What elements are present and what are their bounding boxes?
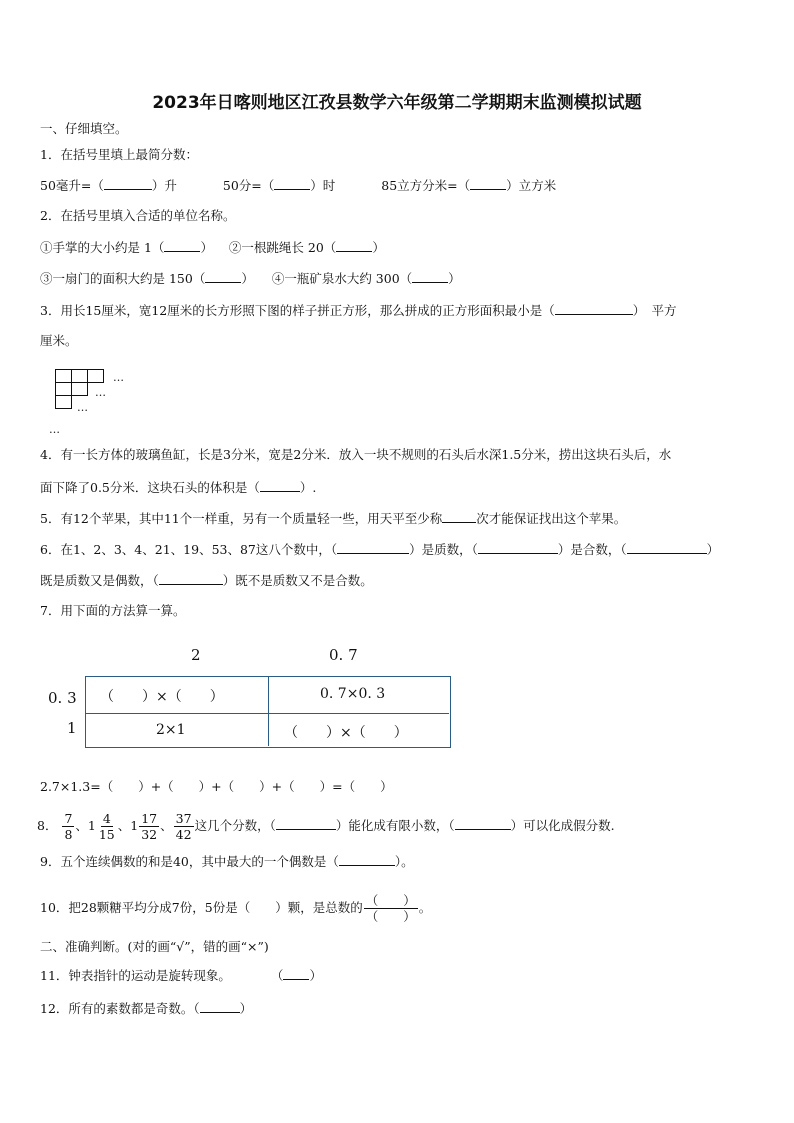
q7-cell-2-1: 2×1 — [156, 722, 186, 738]
q12-blank[interactable] — [200, 1000, 240, 1013]
q8-text1: 这几个分数，（ — [194, 818, 276, 833]
tile — [55, 395, 72, 409]
q12-pre: 12．所有的素数都是奇数。（ — [40, 1001, 200, 1016]
q3-dots-3: … — [77, 401, 88, 414]
q12-post: ） — [239, 1001, 253, 1016]
q3-dots-1: … — [113, 371, 124, 384]
q8-f4-numerator: 37 — [175, 811, 192, 826]
q8-text2: ）能化成有限小数，（ — [335, 818, 455, 833]
q3-line1-pre: 3．用长15厘米，宽12厘米的长方形照下图的样子拼正方形，那么拼成的正方形面积最小是（ — [40, 303, 555, 318]
q7-row-head-2: 1 — [67, 719, 77, 737]
q8-f2-denominator: 15 — [98, 827, 115, 842]
q1-b-pre: 50分=（ — [222, 178, 275, 193]
q11-blank[interactable] — [283, 967, 309, 980]
q2-b-post: ） — [372, 240, 385, 255]
q2-a-post: ） — [200, 240, 213, 255]
q3-blank[interactable] — [555, 302, 633, 315]
q10-numerator-blank[interactable]: （ ） — [365, 893, 416, 908]
q11-blank-open: （ — [270, 968, 284, 983]
q9-pre: 9．五个连续偶数的和是40，其中最大的一个偶数是（ — [40, 854, 339, 869]
tile — [87, 369, 104, 383]
q1-a-pre: 50毫升=（ — [40, 178, 104, 193]
q3-line1-post: ） 平方 — [632, 303, 677, 318]
q3-line1 — [40, 302, 677, 319]
q6-line1 — [40, 541, 719, 558]
q6-blank-even-prime[interactable] — [627, 541, 707, 554]
q7-stem: 7．用下面的方法算一算。 — [40, 603, 186, 618]
q5-blank[interactable] — [442, 510, 476, 523]
q1-a-post: ）升 — [151, 178, 177, 193]
q10-post: 。 — [418, 900, 432, 915]
section-2-heading: 二、准确判断。(对的画“√”，错的画“×”) — [40, 939, 269, 954]
q6-l2a: 既是质数又是偶数，（ — [40, 573, 159, 588]
q1-a-blank[interactable] — [104, 177, 152, 190]
q1-c-pre: 85立方分米=（ — [381, 178, 471, 193]
q4-line2 — [40, 479, 316, 496]
q2-a-blank[interactable] — [164, 239, 200, 252]
q8-whole-2: 1 — [87, 818, 96, 833]
tile — [55, 382, 72, 396]
q4-blank[interactable] — [260, 479, 300, 492]
q4-line1: 4．有一长方体的玻璃鱼缸，长是3分米，宽是2分米．放入一块不规则的石头后水深1.5分米，捞出这块石头后，水 — [40, 447, 672, 462]
q7-area-model-table — [85, 676, 451, 748]
q8-blank-improper[interactable] — [455, 817, 511, 830]
q8-f3-denominator: 32 — [141, 827, 158, 842]
q8-num: 8． — [37, 818, 58, 833]
q6-blank-neither[interactable] — [159, 572, 223, 585]
q8-f1-numerator: 7 — [64, 811, 73, 826]
q8-blank-finite[interactable] — [276, 817, 336, 830]
q8-sep1: 、 — [75, 818, 88, 833]
page-title: 2023年日喀则地区江孜县数学六年级第二学期期末监测模拟试题 — [152, 93, 642, 113]
q6-blank-composite[interactable] — [478, 541, 558, 554]
q10-denominator-blank[interactable]: （ ） — [365, 909, 416, 924]
q1-b-blank[interactable] — [274, 177, 310, 190]
q7-col-head-2: 0. 7 — [329, 646, 358, 664]
q4-line2-pre: 面下降了0.5分米．这块石头的体积是（ — [40, 480, 260, 495]
q7-equation[interactable]: 2.7×1.3=（ ）+（ ）+（ ）+（ ）=（ ） — [40, 779, 393, 794]
q6-p4: ） — [706, 542, 720, 557]
q8-f1-denominator: 8 — [64, 827, 73, 842]
q5-pre: 5．有12个苹果，其中11个一样重，另有一个质量轻一些，用天平至少称 — [40, 511, 443, 526]
q9 — [40, 853, 414, 870]
q5-post: 次才能保证找出这个苹果。 — [476, 511, 627, 526]
q11-pre: 11．钟表指针的运动是旋转现象。 — [40, 968, 231, 983]
q2-c-blank[interactable] — [205, 270, 241, 283]
q2-row1 — [40, 239, 385, 256]
tile — [71, 369, 88, 383]
q3-dots-2: … — [95, 386, 106, 399]
q6-line2 — [40, 572, 373, 589]
q2-d-post: ） — [448, 271, 461, 286]
q6-p1: 6．在1、2、3、4、21、19、53、87这八个数中，（ — [40, 542, 338, 557]
section-1-heading: 一、仔细填空。 — [40, 121, 128, 136]
q7-col-head-1: 2 — [191, 646, 201, 664]
q7-row-head-1: 0. 3 — [48, 689, 77, 707]
q2-c-post: ） — [241, 271, 254, 286]
q6-p2: ）是质数，（ — [409, 542, 478, 557]
q1-c-blank[interactable] — [470, 177, 506, 190]
q11 — [40, 967, 322, 984]
q8-fraction-4 — [174, 811, 194, 842]
q8-whole-3: 1 — [130, 818, 139, 833]
q2-d-blank[interactable] — [412, 270, 448, 283]
q10-pre: 10．把28颗糖平均分成7份，5份是（ ）颗，是总数的 — [40, 900, 363, 915]
q6-l2b: ）既不是质数又不是合数。 — [222, 573, 373, 588]
q2-c-pre: ③一扇门的面积大约是 150（ — [40, 271, 206, 286]
tile — [55, 369, 72, 383]
q8 — [37, 806, 615, 846]
q2-d-pre: ④一瓶矿泉水大约 300（ — [271, 271, 413, 286]
q8-sep2: 、 — [117, 818, 131, 833]
q11-post: ） — [309, 968, 322, 983]
table-divider-horizontal — [86, 713, 449, 714]
q2-stem: 2．在括号里填入合适的单位名称。 — [40, 208, 236, 223]
q3-dots-4: … — [49, 423, 60, 436]
q8-f2-numerator: 4 — [102, 811, 111, 826]
q3-line2: 厘米。 — [40, 333, 78, 348]
q9-post: ）。 — [394, 854, 414, 869]
q2-b-blank[interactable] — [336, 239, 372, 252]
q7-cell-2-2[interactable]: （ ）×（ ） — [284, 725, 408, 741]
q8-f3-numerator: 17 — [141, 811, 158, 826]
table-divider-vertical — [268, 677, 269, 746]
q1-parts — [40, 177, 556, 194]
q8-fraction-1 — [62, 811, 74, 842]
q9-blank[interactable] — [339, 853, 395, 866]
q2-a-pre: ①手掌的大小约是 1（ — [40, 240, 165, 255]
q8-text3: ）可以化成假分数. — [510, 818, 615, 833]
q2-b-pre: ②一根跳绳长 20（ — [228, 240, 337, 255]
q10 — [40, 888, 431, 928]
q1-b-post: ）时 — [310, 178, 336, 193]
q6-p3: ）是合数，（ — [557, 542, 627, 557]
q7-cell-1-2: 0. 7×0. 3 — [320, 686, 386, 702]
q1-stem: 1．在括号里填上最简分数： — [40, 147, 198, 162]
q8-fraction-2 — [97, 811, 117, 842]
q10-fraction-answer[interactable] — [364, 893, 418, 924]
q7-cell-1-1[interactable]: （ ）×（ ） — [100, 689, 224, 705]
q4-line2-post: ）. — [299, 480, 317, 495]
q12 — [40, 1000, 252, 1017]
q1-c-post: ）立方米 — [506, 178, 557, 193]
tile — [71, 382, 88, 396]
q8-f4-denominator: 42 — [175, 827, 192, 842]
q2-row2 — [40, 270, 461, 287]
q6-blank-prime[interactable] — [337, 541, 409, 554]
q5 — [40, 510, 626, 527]
q8-fraction-3 — [139, 811, 159, 842]
q8-sep3: 、 — [160, 818, 173, 833]
